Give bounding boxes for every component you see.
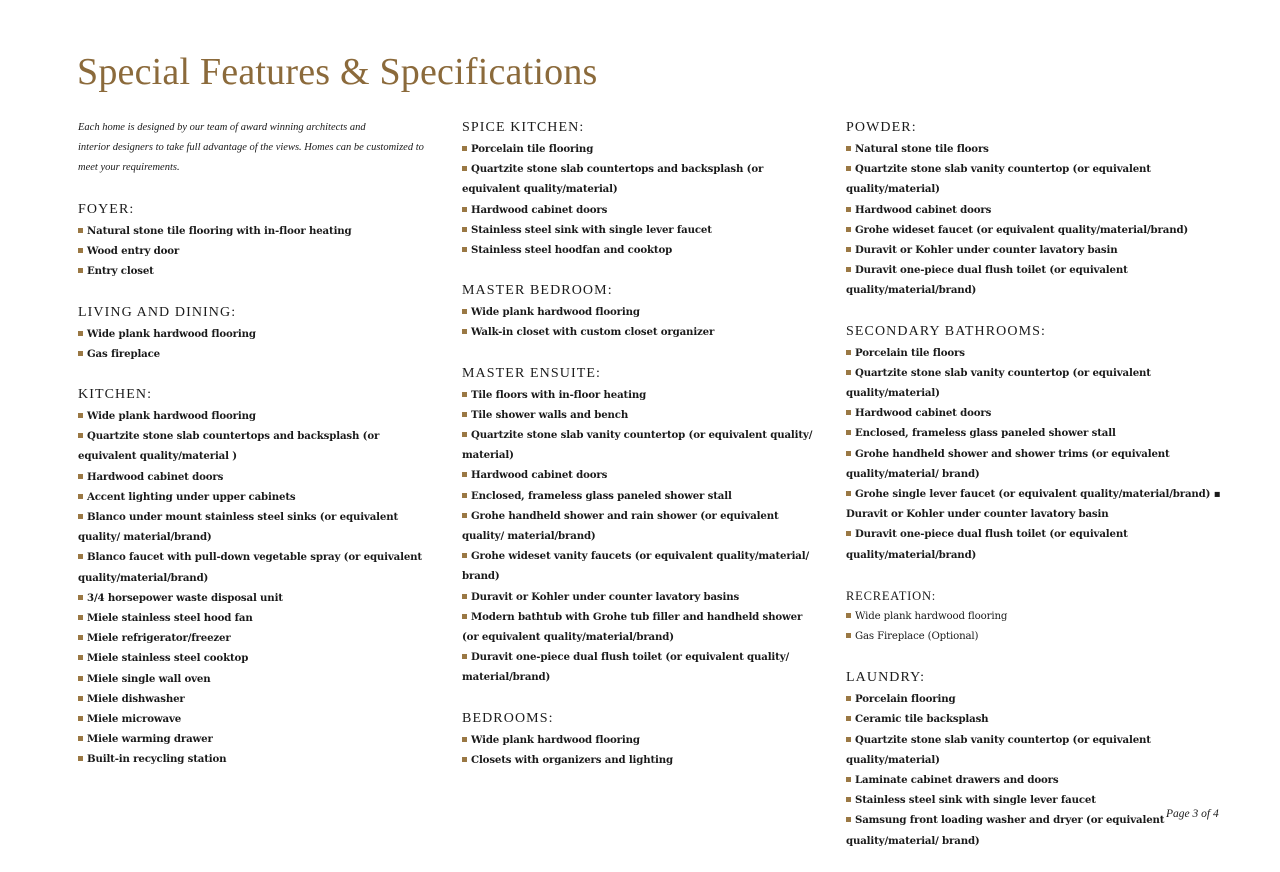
list-item bbox=[462, 750, 822, 770]
spec-list bbox=[846, 139, 1246, 301]
list-item-text: Ceramic tile backsplash bbox=[855, 713, 989, 726]
bullet-icon bbox=[78, 756, 83, 761]
list-item-text: Laminate cabinet drawers and doors bbox=[855, 774, 1059, 787]
list-item-text: Wide plank hardwood flooring bbox=[855, 610, 1008, 622]
list-item bbox=[78, 588, 438, 608]
spec-section bbox=[78, 200, 438, 282]
bullet-icon bbox=[78, 474, 83, 479]
list-item-text: Tile floors with in-floor heating bbox=[471, 388, 647, 401]
list-item bbox=[462, 159, 822, 199]
spec-section bbox=[462, 118, 822, 260]
list-item bbox=[846, 240, 1246, 260]
list-item bbox=[462, 322, 822, 342]
bullet-icon bbox=[846, 350, 851, 355]
list-item-text: Grohe wideset vanity faucets (or equivalent quality/material/ brand) bbox=[462, 550, 810, 583]
list-item-text: Porcelain flooring bbox=[855, 693, 956, 706]
list-item bbox=[846, 770, 1246, 790]
list-item bbox=[462, 587, 822, 607]
list-item-text: Modern bathtub with Grohe tub filler and handheld shower (or equivalent quality/material/brand) bbox=[462, 610, 803, 644]
column-2 bbox=[462, 118, 822, 791]
list-item bbox=[78, 241, 438, 261]
spec-list bbox=[846, 343, 1246, 565]
bullet-icon bbox=[78, 413, 83, 418]
list-item-text: Gas fireplace bbox=[87, 347, 161, 360]
bullet-icon bbox=[846, 491, 851, 496]
list-item-text: 3/4 horsepower waste disposal unit bbox=[87, 591, 283, 604]
list-item-text: Gas Fireplace (Optional) bbox=[855, 631, 979, 643]
section-heading: KITCHEN: bbox=[78, 387, 153, 403]
list-item bbox=[462, 139, 822, 159]
list-item-text: Natural stone tile floors bbox=[855, 143, 989, 155]
spec-section bbox=[78, 303, 438, 364]
spec-section bbox=[846, 322, 1246, 565]
bullet-icon bbox=[462, 614, 467, 619]
list-item bbox=[78, 648, 438, 668]
list-item-text: Hardwood cabinet doors bbox=[471, 469, 608, 482]
list-item bbox=[462, 486, 822, 506]
bullet-icon bbox=[78, 248, 83, 253]
list-item-text: Entry closet bbox=[87, 265, 154, 278]
bullet-icon bbox=[462, 737, 467, 742]
bullet-icon bbox=[78, 494, 83, 499]
list-item bbox=[846, 423, 1246, 443]
list-item bbox=[78, 426, 438, 466]
list-item bbox=[846, 607, 1246, 627]
section-heading: SPICE KITCHEN: bbox=[462, 120, 585, 135]
list-item bbox=[78, 709, 438, 729]
bullet-icon bbox=[462, 757, 467, 762]
list-item bbox=[78, 729, 438, 749]
list-item bbox=[846, 220, 1246, 240]
bullet-icon bbox=[78, 635, 83, 640]
page-title: Special Features & Specifications bbox=[77, 51, 598, 93]
bullet-icon bbox=[462, 493, 467, 498]
list-item-text: Duravit one-piece dual flush toilet (or equivalent quality/material/brand) bbox=[846, 528, 1128, 561]
bullet-icon bbox=[78, 655, 83, 660]
bullet-icon bbox=[846, 166, 851, 171]
bullet-icon bbox=[78, 433, 83, 438]
list-item bbox=[78, 608, 438, 628]
spec-list bbox=[78, 221, 438, 282]
bullet-icon bbox=[846, 716, 851, 721]
list-item-text: Quartzite stone slab vanity countertop (or equivalent quality/material) bbox=[846, 163, 1151, 196]
list-item bbox=[78, 344, 438, 364]
list-item bbox=[846, 484, 1246, 524]
list-item bbox=[78, 487, 438, 507]
list-item-text: Duravit or Kohler under counter lavatory basin bbox=[855, 244, 1118, 257]
intro-line: meet your requirements. bbox=[78, 162, 180, 173]
list-item bbox=[78, 547, 438, 587]
spec-section bbox=[846, 668, 1246, 851]
list-item bbox=[846, 200, 1246, 220]
section-heading: MASTER BEDROOM: bbox=[462, 283, 613, 299]
bullet-icon bbox=[846, 267, 851, 272]
list-item-text: Quartzite stone slab countertops and backsplash (or equivalent quality/material ) bbox=[78, 430, 380, 463]
list-item-text: Duravit one-piece dual flush toilet (or equivalent quality/ material/brand) bbox=[462, 651, 790, 684]
list-item bbox=[462, 425, 822, 465]
bullet-icon bbox=[78, 615, 83, 620]
bullet-icon bbox=[846, 451, 851, 456]
list-item-text: Miele stainless steel cooktop bbox=[87, 652, 249, 665]
list-item bbox=[846, 444, 1246, 484]
bullet-icon bbox=[846, 227, 851, 232]
list-item-text: Porcelain tile floors bbox=[855, 346, 965, 359]
list-item bbox=[846, 730, 1246, 770]
list-item-text: Hardwood cabinet doors bbox=[87, 470, 224, 483]
bullet-icon bbox=[78, 514, 83, 519]
list-item-text: Stainless steel sink with single lever faucet bbox=[471, 223, 712, 236]
spec-list bbox=[78, 324, 438, 364]
bullet-icon bbox=[462, 412, 467, 417]
list-item-text: Natural stone tile flooring with in-floor heating bbox=[87, 225, 352, 237]
list-item-text: Accent lighting under upper cabinets bbox=[87, 490, 296, 503]
bullet-icon bbox=[462, 146, 467, 151]
spec-list bbox=[846, 689, 1246, 851]
list-item-text: Wide plank hardwood flooring bbox=[87, 327, 256, 340]
list-item-text: Samsung front loading washer and dryer (or equivalent quality/material/ brand) bbox=[846, 814, 1165, 847]
list-item bbox=[78, 406, 438, 426]
bullet-icon bbox=[462, 513, 467, 518]
bullet-icon bbox=[462, 329, 467, 334]
list-item-text: Stainless steel sink with single lever faucet bbox=[855, 794, 1096, 807]
list-item bbox=[462, 385, 822, 405]
list-item-text: Closets with organizers and lighting bbox=[471, 753, 674, 766]
list-item bbox=[846, 524, 1246, 564]
spec-list bbox=[462, 302, 822, 342]
bullet-icon bbox=[846, 146, 851, 151]
list-item bbox=[462, 607, 822, 647]
spec-list bbox=[462, 385, 822, 688]
list-item bbox=[846, 709, 1246, 729]
list-item-text: Enclosed, frameless glass paneled shower stall bbox=[855, 427, 1116, 440]
section-heading: POWDER: bbox=[846, 120, 917, 135]
list-item-text: Miele microwave bbox=[87, 713, 182, 726]
list-item bbox=[462, 405, 822, 425]
list-item bbox=[78, 669, 438, 689]
bullet-icon bbox=[846, 817, 851, 822]
spec-section bbox=[846, 586, 1246, 647]
bullet-icon bbox=[846, 370, 851, 375]
list-item-text: Hardwood cabinet doors bbox=[471, 203, 608, 216]
list-item-text: Built-in recycling station bbox=[87, 753, 227, 766]
list-item bbox=[846, 627, 1246, 647]
list-item-text: Grohe handheld shower and shower trims (or equivalent quality/material/ brand) bbox=[846, 447, 1170, 480]
list-item-text: Quartzite stone slab vanity countertop (or equivalent quality/ material) bbox=[462, 429, 813, 462]
intro-line: interior designers to take full advantage of the views. Homes can be customized to bbox=[78, 142, 424, 153]
section-heading: MASTER ENSUITE: bbox=[462, 365, 601, 381]
section-heading: BEDROOMS: bbox=[462, 710, 554, 726]
list-item-text: Grohe handheld shower and rain shower (or equivalent quality/ material/brand) bbox=[462, 509, 779, 543]
spec-section bbox=[462, 364, 822, 688]
list-item-text: Grohe single lever faucet (or equivalent quality/material/brand) ▪ Duravit or Kohler under counter lavatory basin bbox=[846, 488, 1221, 521]
bullet-icon bbox=[462, 207, 467, 212]
bullet-icon bbox=[78, 228, 83, 233]
list-item bbox=[462, 546, 822, 586]
list-item-text: Miele warming drawer bbox=[87, 733, 213, 746]
spec-section bbox=[78, 385, 438, 770]
list-item bbox=[78, 261, 438, 281]
list-item bbox=[78, 689, 438, 709]
list-item-text: Stainless steel hoodfan and cooktop bbox=[471, 244, 673, 257]
list-item bbox=[462, 506, 822, 546]
bullet-icon bbox=[78, 696, 83, 701]
bullet-icon bbox=[846, 410, 851, 415]
bullet-icon bbox=[846, 696, 851, 701]
bullet-icon bbox=[78, 331, 83, 336]
intro-line: Each home is designed by our team of award winning architects and bbox=[78, 122, 366, 133]
list-item bbox=[462, 200, 822, 220]
bullet-icon bbox=[462, 432, 467, 437]
list-item-text: Quartzite stone slab vanity countertop (or equivalent quality/material) bbox=[846, 733, 1151, 766]
list-item-text: Blanco under mount stainless steel sinks (or equivalent quality/ material/brand) bbox=[78, 511, 399, 544]
list-item bbox=[846, 689, 1246, 709]
page-number: Page 3 of 4 bbox=[1166, 808, 1219, 820]
list-item bbox=[78, 467, 438, 487]
bullet-icon bbox=[462, 227, 467, 232]
spec-list bbox=[78, 406, 438, 770]
list-item bbox=[78, 749, 438, 769]
list-item-text: Quartzite stone slab countertops and backsplash (or equivalent quality/material) bbox=[462, 163, 764, 196]
bullet-icon bbox=[462, 309, 467, 314]
list-item bbox=[846, 363, 1246, 403]
list-item bbox=[78, 324, 438, 344]
list-item-text: Walk-in closet with custom closet organizer bbox=[471, 326, 715, 339]
list-item-text: Wide plank hardwood flooring bbox=[471, 306, 640, 319]
bullet-icon bbox=[78, 268, 83, 273]
bullet-icon bbox=[462, 654, 467, 659]
bullet-icon bbox=[846, 613, 851, 618]
column-1 bbox=[78, 118, 438, 791]
section-heading: RECREATION: bbox=[846, 588, 937, 603]
list-item-text: Miele single wall oven bbox=[87, 672, 211, 685]
bullet-icon bbox=[78, 554, 83, 559]
spec-list bbox=[846, 607, 1246, 647]
list-item bbox=[462, 302, 822, 322]
list-item-text: Enclosed, frameless glass paneled shower stall bbox=[471, 489, 732, 502]
section-heading: LAUNDRY: bbox=[846, 670, 926, 686]
list-item-text: Tile shower walls and bench bbox=[471, 408, 629, 421]
list-item bbox=[846, 139, 1246, 159]
bullet-icon bbox=[462, 166, 467, 171]
bullet-icon bbox=[846, 207, 851, 212]
bullet-icon bbox=[846, 737, 851, 742]
column-3 bbox=[846, 118, 1246, 872]
spec-section bbox=[846, 118, 1246, 301]
list-item-text: Wood entry door bbox=[87, 245, 180, 258]
list-item-text: Grohe wideset faucet (or equivalent quality/material/brand) bbox=[855, 223, 1189, 236]
bullet-icon bbox=[462, 553, 467, 558]
list-item bbox=[462, 220, 822, 240]
list-item bbox=[846, 159, 1246, 199]
list-item bbox=[78, 507, 438, 547]
section-heading: LIVING AND DINING: bbox=[78, 304, 237, 320]
spec-section bbox=[462, 281, 822, 342]
list-item bbox=[462, 465, 822, 485]
list-item-text: Porcelain tile flooring bbox=[471, 143, 594, 155]
bullet-icon bbox=[78, 351, 83, 356]
list-item bbox=[462, 730, 822, 750]
list-item-text: Miele refrigerator/freezer bbox=[87, 632, 231, 645]
section-heading: FOYER: bbox=[78, 202, 135, 217]
bullet-icon bbox=[78, 676, 83, 681]
spec-list bbox=[462, 730, 822, 770]
bullet-icon bbox=[462, 392, 467, 397]
spec-section bbox=[462, 709, 822, 770]
spec-list bbox=[462, 139, 822, 260]
bullet-icon bbox=[846, 777, 851, 782]
bullet-icon bbox=[78, 716, 83, 721]
list-item-text: Duravit one-piece dual flush toilet (or equivalent quality/material/brand) bbox=[846, 264, 1128, 297]
bullet-icon bbox=[846, 633, 851, 638]
list-item-text: Hardwood cabinet doors bbox=[855, 203, 992, 216]
list-item bbox=[462, 240, 822, 260]
bullet-icon bbox=[846, 531, 851, 536]
bullet-icon bbox=[462, 247, 467, 252]
list-item bbox=[462, 647, 822, 687]
list-item-text: Duravit or Kohler under counter lavatory basins bbox=[471, 590, 740, 603]
list-item-text: Wide plank hardwood flooring bbox=[471, 733, 640, 746]
section-heading: SECONDARY BATHROOMS: bbox=[846, 323, 1047, 339]
list-item bbox=[846, 403, 1246, 423]
list-item-text: Wide plank hardwood flooring bbox=[87, 410, 256, 423]
list-item bbox=[846, 260, 1246, 300]
bullet-icon bbox=[78, 736, 83, 741]
bullet-icon bbox=[846, 247, 851, 252]
bullet-icon bbox=[846, 797, 851, 802]
list-item-text: Miele dishwasher bbox=[87, 692, 185, 705]
list-item-text: Hardwood cabinet doors bbox=[855, 407, 992, 420]
bullet-icon bbox=[462, 472, 467, 477]
bullet-icon bbox=[462, 594, 467, 599]
bullet-icon bbox=[846, 430, 851, 435]
intro-text bbox=[78, 118, 438, 178]
list-item bbox=[78, 221, 438, 241]
list-item bbox=[846, 343, 1246, 363]
bullet-icon bbox=[78, 595, 83, 600]
list-item-text: Blanco faucet with pull-down vegetable spray (or equivalent quality/material/brand) bbox=[78, 551, 422, 584]
list-item-text: Miele stainless steel hood fan bbox=[87, 612, 253, 625]
list-item bbox=[78, 628, 438, 648]
list-item-text: Quartzite stone slab vanity countertop (or equivalent quality/material) bbox=[846, 366, 1151, 400]
